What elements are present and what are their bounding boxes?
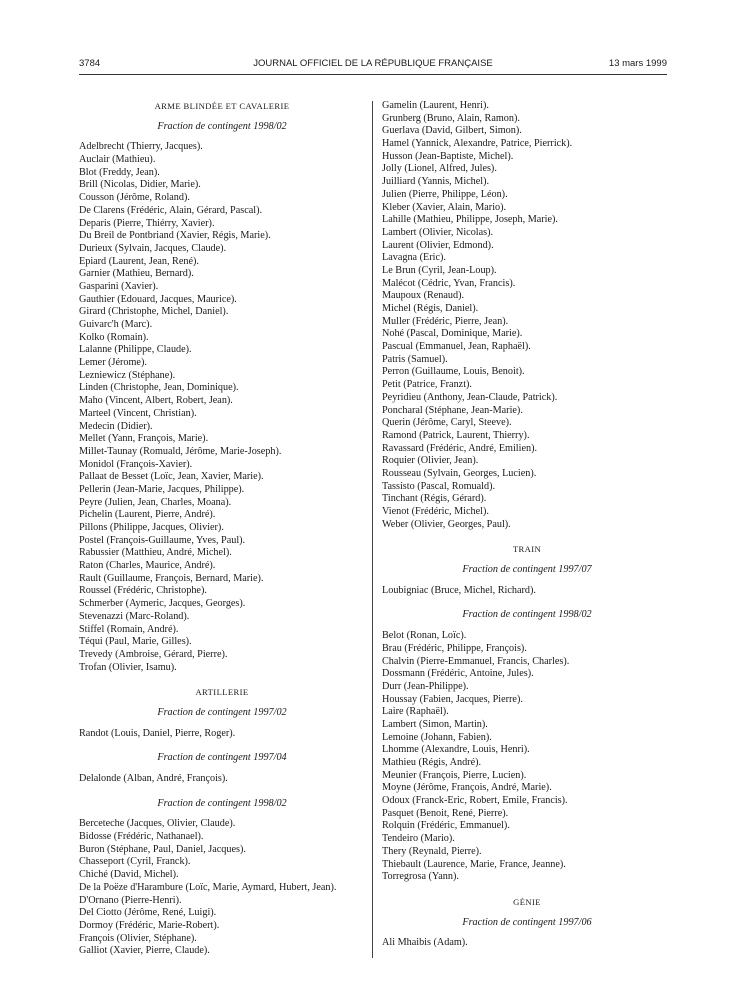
name-entry: Pascual (Emmanuel, Jean, Raphaël).	[382, 341, 531, 353]
fraction-heading: Fraction de contingent 1997/02	[157, 706, 287, 718]
name-entry: Marteel (Vincent, Christian).	[79, 407, 197, 419]
fraction-heading: Fraction de contingent 1997/06	[462, 916, 592, 928]
name-entry: Linden (Christophe, Jean, Dominique).	[79, 382, 239, 394]
name-entry: Laire (Raphaël).	[382, 706, 449, 718]
name-entry: Kolko (Romain).	[79, 331, 149, 343]
right-column	[382, 100, 672, 950]
name-entry: Del Ciotto (Jérôme, René, Luigi).	[79, 907, 217, 919]
name-entry: Meunier (François, Pierre, Lucien).	[382, 769, 527, 781]
name-entry: Ravassard (Frédéric, André, Emilien).	[382, 442, 538, 454]
name-entry: Lezniewicz (Stéphane).	[79, 369, 176, 381]
name-entry: Monidol (François-Xavier).	[79, 458, 193, 470]
name-entry: Stevenazzi (Marc-Roland).	[79, 610, 190, 622]
name-entry: Cousson (Jérôme, Roland).	[79, 192, 190, 204]
name-entry: Gamelin (Laurent, Henri).	[382, 100, 489, 111]
name-entry: Ramond (Patrick, Laurent, Thierry).	[382, 429, 530, 441]
spacer	[79, 113, 365, 121]
name-entry: Mellet (Yann, François, Marie).	[79, 433, 209, 445]
name-entry: Torregrosa (Yann).	[382, 871, 459, 883]
name-entry: Schmerber (Aymeric, Jacques, Georges).	[79, 598, 246, 610]
name-entry: Adelbrecht (Thierry, Jacques).	[79, 141, 203, 153]
spacer	[382, 577, 672, 585]
name-entry: Malécot (Cédric, Yvan, Francis).	[382, 277, 516, 289]
fraction-heading: Fraction de contingent 1997/07	[462, 564, 592, 576]
name-entry: Guerlava (David, Gilbert, Simon).	[382, 125, 522, 137]
page-number: 3784	[79, 58, 101, 69]
name-entry: Trevedy (Ambroise, Gérard, Pierre).	[79, 648, 228, 660]
section-heading: TRAIN	[512, 544, 542, 555]
name-entry: Patris (Samuel).	[382, 353, 448, 365]
name-entry: Durr (Jean-Philippe).	[382, 680, 469, 692]
name-entry: Postel (François-Guillaume, Yves, Paul).	[79, 534, 246, 546]
name-entry: Rousseau (Sylvain, Georges, Lucien).	[382, 467, 537, 479]
name-entry: Nohé (Pascal, Dominique, Marie).	[382, 328, 523, 340]
name-entry: Lambert (Simon, Martin).	[382, 718, 488, 730]
name-entry: Berceteche (Jacques, Olivier, Claude).	[79, 818, 236, 830]
name-entry: Lemer (Jérome).	[79, 357, 147, 369]
name-entry: Bidosse (Frédéric, Nathanael).	[79, 831, 204, 843]
spacer	[79, 740, 365, 752]
name-entry: Querin (Jérôme, Caryl, Steeve).	[382, 417, 512, 429]
name-entry: Pellerin (Jean-Marie, Jacques, Philippe).	[79, 483, 245, 495]
name-entry: Brau (Frédéric, Philippe, François).	[382, 642, 527, 654]
spacer	[382, 909, 672, 917]
name-entry: Petit (Patrice, Franzt).	[382, 379, 472, 391]
header-rule	[79, 74, 667, 75]
name-entry: Houssay (Fabien, Jacques, Pierre).	[382, 693, 523, 705]
name-entry: Gauthier (Edouard, Jacques, Maurice).	[79, 293, 237, 305]
name-entry: Chalvin (Pierre-Emmanuel, Francis, Charles).	[382, 655, 570, 667]
name-entry: Dossmann (Frédéric, Antoine, Jules).	[382, 668, 534, 680]
name-entry: Grunberg (Bruno, Alain, Ramon).	[382, 112, 520, 124]
spacer	[79, 786, 365, 798]
name-entry: Husson (Jean-Baptiste, Michel).	[382, 150, 514, 162]
page-header	[79, 58, 667, 72]
name-entry: Dormoy (Frédéric, Marie-Robert).	[79, 919, 220, 931]
column-divider	[372, 101, 373, 958]
name-entry: Rolquin (Frédéric, Emmanuel).	[382, 820, 510, 832]
name-entry: Pallaat de Besset (Loïc, Jean, Xavier, Marie).	[79, 471, 264, 483]
name-entry: Lavagna (Eric).	[382, 252, 446, 264]
name-entry: Roussel (Frédéric, Christophe).	[79, 585, 207, 597]
fraction-heading: Fraction de contingent 1998/02	[157, 797, 287, 809]
name-entry: Weber (Olivier, Georges, Paul).	[382, 518, 511, 530]
name-entry: Buron (Stéphane, Paul, Daniel, Jacques).	[79, 843, 246, 855]
name-entry: Laurent (Olivier, Edmond).	[382, 239, 494, 251]
name-entry: Blot (Freddy, Jean).	[79, 166, 160, 178]
name-entry: Epiard (Laurent, Jean, René).	[79, 255, 199, 267]
name-entry: Chiché (David, Michel).	[79, 869, 179, 881]
spacer	[79, 720, 365, 728]
name-entry: Galliot (Xavier, Pierre, Claude).	[79, 945, 210, 957]
spacer	[79, 133, 365, 141]
name-entry: Lemoine (Johann, Fabien).	[382, 731, 492, 743]
section-heading: ARTILLERIE	[195, 687, 249, 698]
name-entry: Rabussier (Matthieu, André, Michel).	[79, 547, 232, 559]
name-entry: Hamel (Yannick, Alexandre, Patrice, Pierrick).	[382, 138, 573, 150]
name-entry: Trofan (Olivier, Isamu).	[79, 661, 177, 673]
name-entry: Julien (Pierre, Philippe, Léon).	[382, 188, 508, 200]
name-entry: Juilliard (Yannis, Michel).	[382, 176, 490, 188]
name-entry: Chasseport (Cyril, Franck).	[79, 856, 191, 868]
name-entry: Michel (Régis, Daniel).	[382, 303, 479, 314]
name-entry: De la Poëze d'Harambure (Loïc, Marie, Aymard, Hubert, Jean).	[79, 881, 337, 893]
name-entry: Pichelin (Laurent, Pierre, André).	[79, 509, 216, 521]
fraction-heading: Fraction de contingent 1998/02	[157, 120, 287, 132]
name-entry: Thery (Reynald, Pierre).	[382, 845, 482, 857]
name-entry: De Clarens (Frédéric, Alain, Gérard, Pascal).	[79, 204, 263, 216]
name-entry: Pillons (Philippe, Jacques, Olivier).	[79, 522, 224, 533]
fraction-heading: Fraction de contingent 1998/02	[462, 609, 592, 621]
name-entry: Tinchant (Régis, Gérard).	[382, 493, 487, 505]
spacer	[382, 622, 672, 630]
spacer	[382, 597, 672, 609]
name-entry: Belot (Ronan, Loïc).	[382, 630, 467, 642]
journal-title: JOURNAL OFFICIEL DE LA RÉPUBLIQUE FRANÇAISE	[253, 58, 493, 69]
name-entry: Garnier (Mathieu, Bernard).	[79, 268, 194, 280]
name-entry: Lahille (Mathieu, Philippe, Joseph, Marie).	[382, 214, 558, 226]
name-entry: Vienot (Frédéric, Michel).	[382, 506, 489, 517]
name-entry: Roquier (Olivier, Jean).	[382, 455, 479, 467]
name-entry: Le Brun (Cyril, Jean-Loup).	[382, 264, 497, 276]
name-entry: D'Ornano (Pierre-Henri).	[79, 894, 182, 906]
left-column	[79, 100, 365, 958]
name-entry: Rault (Guillaume, François, Bernard, Marie).	[79, 572, 264, 584]
spacer	[382, 556, 672, 564]
spacer	[79, 765, 365, 773]
name-entry: Brill (Nicolas, Didier, Marie).	[79, 179, 201, 191]
spacer	[382, 531, 672, 543]
section-heading: ARME BLINDÉE ET CAVALERIE	[154, 101, 290, 111]
name-entry: Du Breil de Pontbriand (Xavier, Régis, Marie).	[79, 230, 271, 242]
name-entry: Maho (Vincent, Albert, Robert, Jean).	[79, 395, 233, 407]
spacer	[79, 674, 365, 686]
name-entry: Pasquet (Benoit, René, Pierre).	[382, 807, 509, 819]
name-entry: Jolly (Lionel, Alfred, Jules).	[382, 163, 497, 175]
name-entry: Peyre (Julien, Jean, Charles, Moana).	[79, 496, 232, 508]
name-entry: Durieux (Sylvain, Jacques, Claude).	[79, 242, 227, 254]
name-entry: Delalonde (Alban, André, François).	[79, 773, 228, 784]
name-entry: Raton (Charles, Maurice, André).	[79, 560, 216, 572]
name-entry: Gasparini (Xavier).	[79, 280, 159, 292]
name-entry: Thiebault (Laurence, Marie, France, Jeanne).	[382, 858, 566, 870]
name-entry: Téqui (Paul, Marie, Gilles).	[79, 636, 192, 648]
name-entry: François (Olivier, Stéphane).	[79, 932, 197, 944]
name-entry: Ali Mhaibis (Adam).	[382, 937, 468, 949]
spacer	[382, 884, 672, 896]
name-entry: Muller (Frédéric, Pierre, Jean).	[382, 315, 509, 327]
spacer	[79, 810, 365, 818]
name-entry: Mathieu (Régis, André).	[382, 757, 482, 768]
name-entry: Guivarc'h (Marc).	[79, 319, 153, 330]
name-entry: Randot (Louis, Daniel, Pierre, Roger).	[79, 727, 236, 739]
name-entry: Lalanne (Philippe, Claude).	[79, 344, 192, 356]
name-entry: Odoux (Franck-Eric, Robert, Emile, Francis).	[382, 795, 568, 807]
name-entry: Auclair (Mathieu).	[79, 154, 156, 166]
name-entry: Tassisto (Pascal, Romuald).	[382, 480, 496, 492]
name-entry: Lambert (Olivier, Nicolas).	[382, 226, 494, 238]
spacer	[382, 929, 672, 937]
name-entry: Stiffel (Romain, André).	[79, 623, 179, 635]
name-entry: Lhomme (Alexandre, Louis, Henri).	[382, 744, 530, 756]
name-entry: Peyridieu (Anthony, Jean-Claude, Patrick).	[382, 391, 558, 403]
name-entry: Medecin (Didier).	[79, 420, 153, 432]
name-entry: Tendeiro (Mario).	[382, 833, 455, 845]
fraction-heading: Fraction de contingent 1997/04	[157, 752, 287, 764]
name-entry: Perron (Guillaume, Louis, Benoit).	[382, 366, 525, 378]
name-entry: Deparis (Pierre, Thiérry, Xavier).	[79, 217, 215, 229]
name-entry: Maupoux (Renaud).	[382, 290, 465, 302]
publication-date: 13 mars 1999	[608, 58, 667, 69]
section-heading: GÉNIE	[513, 896, 541, 907]
name-entry: Kleber (Xavier, Alain, Mario).	[382, 201, 507, 213]
name-entry: Moyne (Jérôme, François, André, Marie).	[382, 782, 552, 794]
spacer	[79, 699, 365, 707]
name-entry: Poncharal (Stéphane, Jean-Marie).	[382, 404, 523, 416]
name-entry: Girard (Christophe, Michel, Daniel).	[79, 306, 229, 318]
name-entry: Millet-Taunay (Romuald, Jérôme, Marie-Joseph).	[79, 445, 282, 457]
name-entry: Loubigniac (Bruce, Michel, Richard).	[382, 584, 536, 596]
